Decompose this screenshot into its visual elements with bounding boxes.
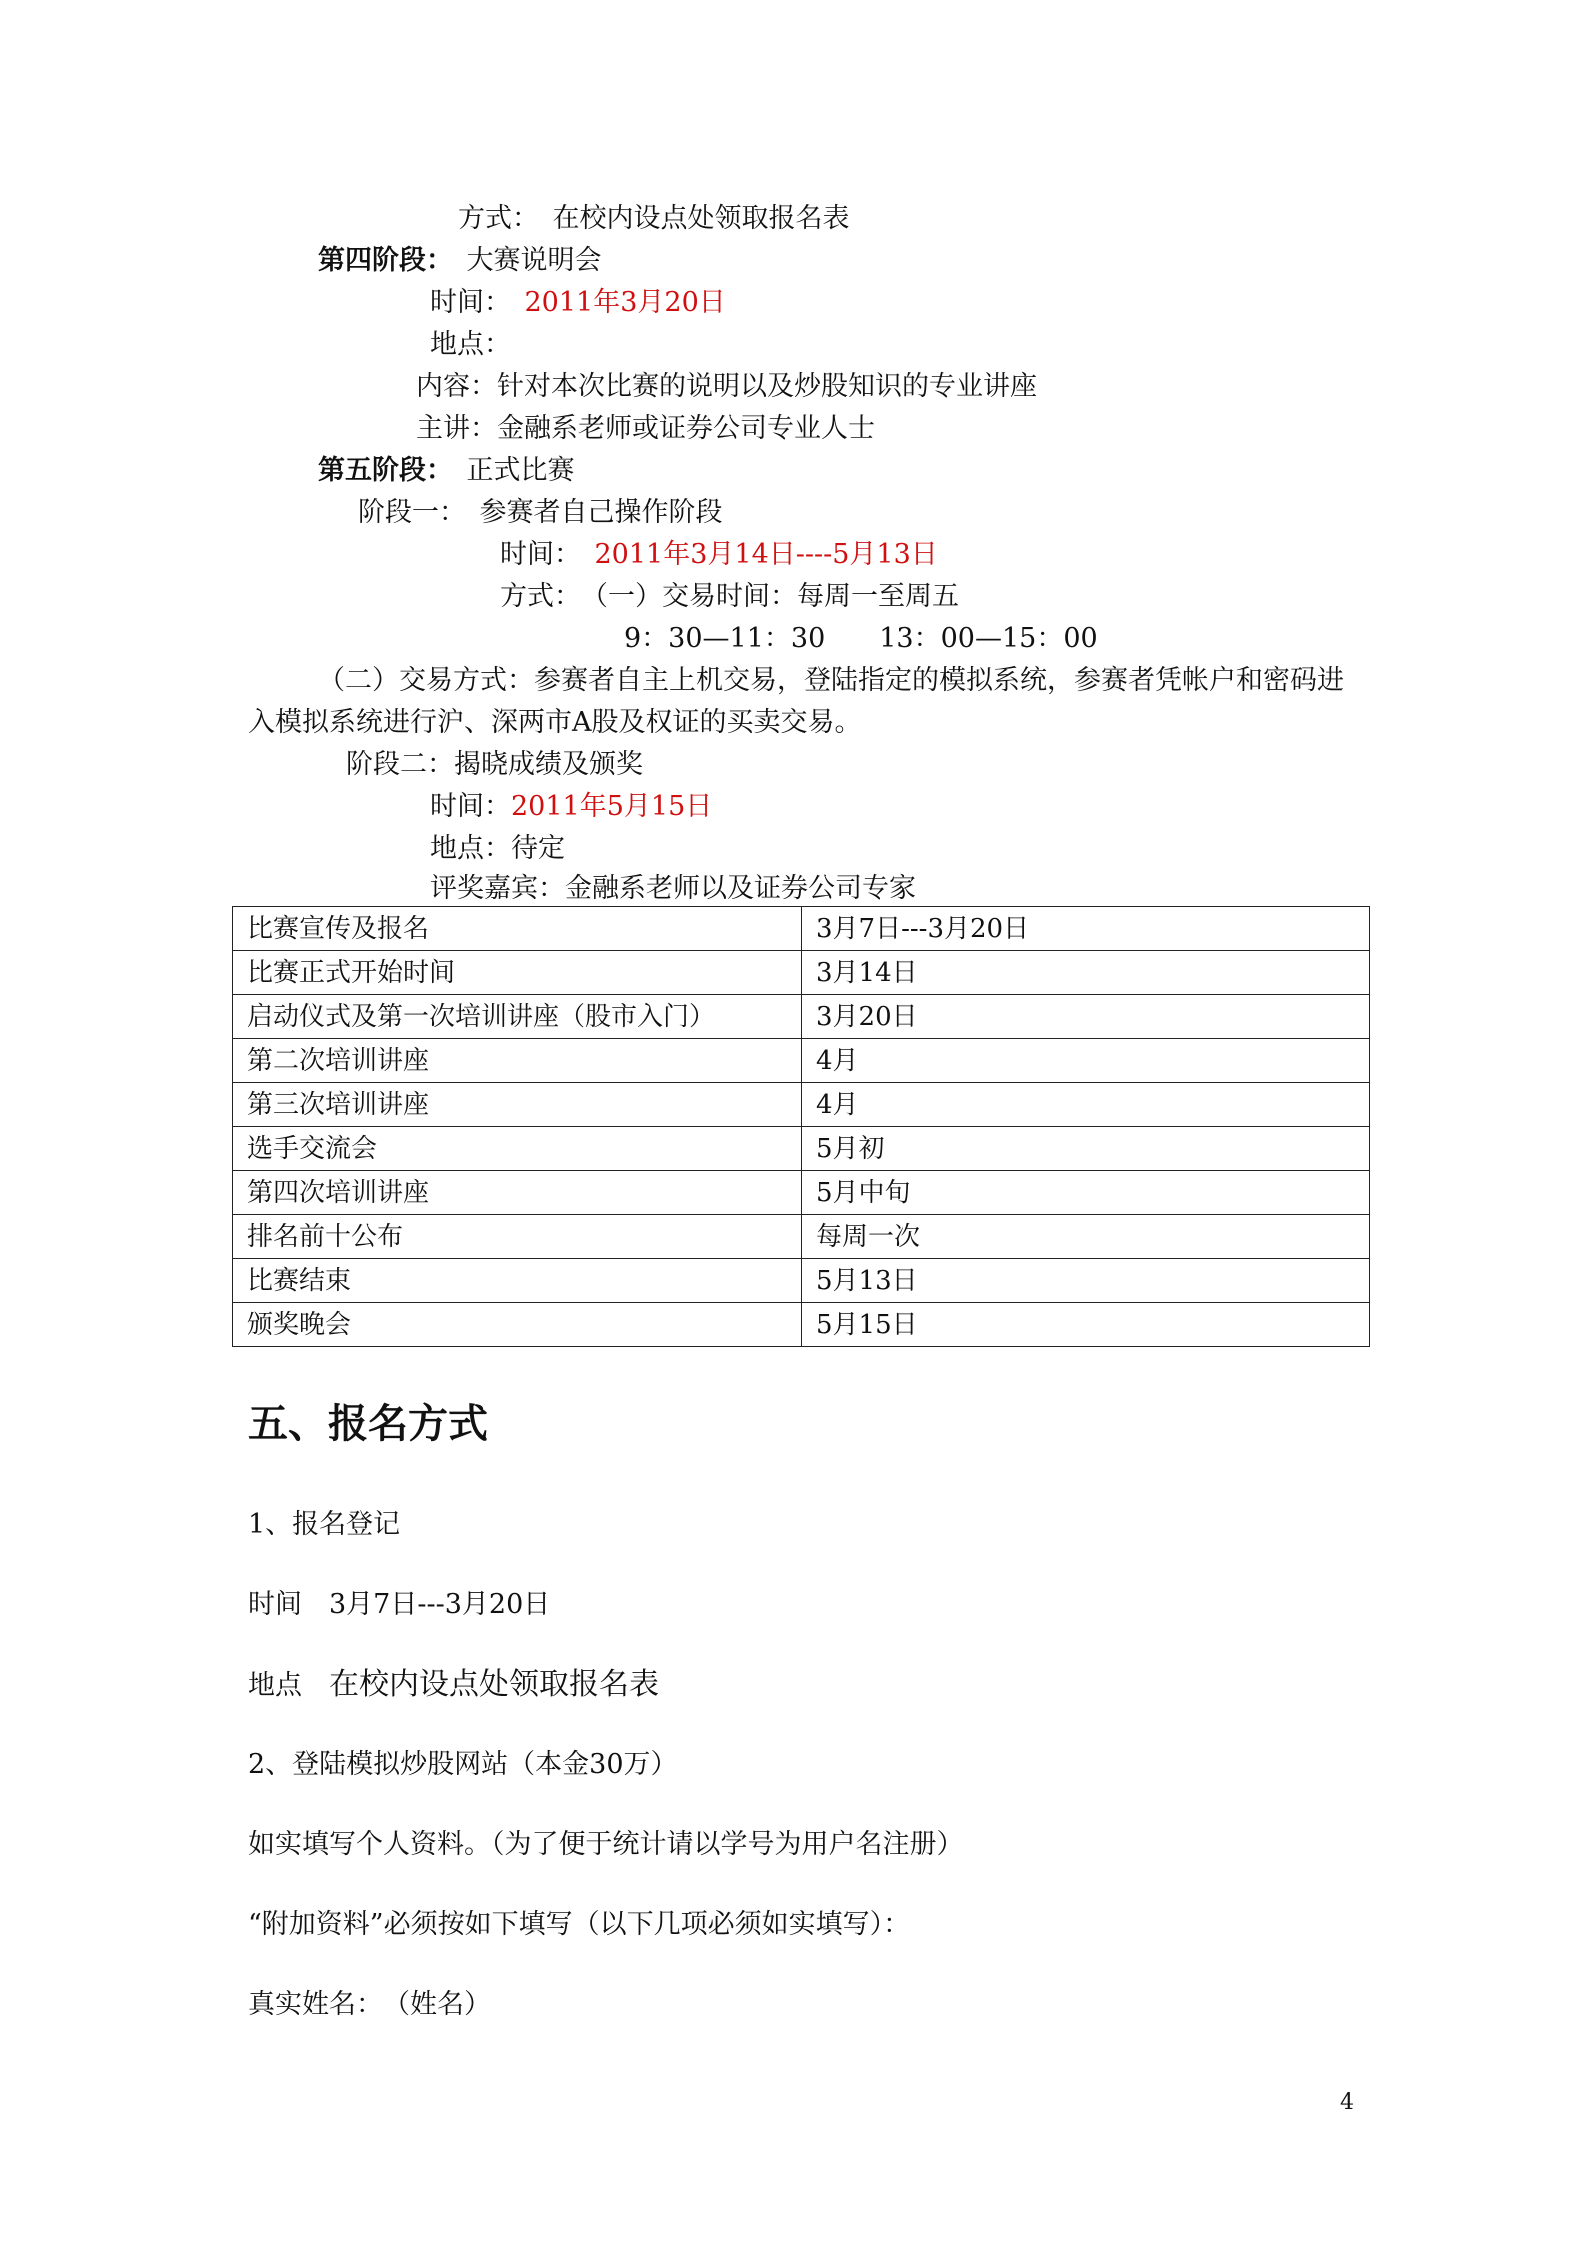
section5-place-line [248, 1668, 659, 1703]
phase1-method-label: 方式： [500, 581, 568, 612]
phase1-label: 阶段一： [358, 497, 453, 528]
phase1-method-value: （一）交易时间：每周一至周五 [594, 581, 959, 612]
stage4-time [430, 286, 726, 320]
phase2-judges-label: 评奖嘉宾： [430, 873, 565, 904]
stage4-time-label: 时间： [430, 287, 498, 318]
real-name-label: 真实姓名： [248, 1989, 370, 2020]
date-cell: 3月7日---3月20日 [802, 907, 1370, 951]
phase2-time [430, 790, 712, 824]
date-cell: 4月 [802, 1039, 1370, 1083]
stage4-speaker-label: 主讲： [416, 413, 497, 444]
table-row [233, 907, 1370, 951]
section5-real-name [248, 1988, 491, 2022]
section5-extra-info: “附加资料”必须按如下填写（以下几项必须如实填写）： [248, 1909, 911, 1940]
event-cell: 第二次培训讲座 [233, 1039, 802, 1083]
table-row [233, 1127, 1370, 1171]
date-cell: 5月15日 [802, 1303, 1370, 1347]
event-cell: 比赛结束 [233, 1259, 802, 1303]
phase2-time-value: 2011年5月15日 [511, 791, 713, 822]
phase2-place-value: 待定 [511, 833, 565, 864]
phase2-time-label: 时间： [430, 791, 511, 822]
stage4-content-label: 内容： [416, 371, 497, 402]
phase1-hours [624, 622, 1098, 656]
event-cell: 启动仪式及第一次培训讲座（股市入门） [233, 995, 802, 1039]
event-cell: 颁奖晚会 [233, 1303, 802, 1347]
phase1-time-value: 2011年3月14日----5月13日 [594, 539, 938, 570]
event-cell: 第四次培训讲座 [233, 1171, 802, 1215]
event-cell: 选手交流会 [233, 1127, 802, 1171]
table-row [233, 1259, 1370, 1303]
phase1-heading [358, 496, 723, 530]
place-line-label: 地点 [248, 1670, 302, 1701]
section5-item2: 2、登陆模拟炒股网站（本金30万） [248, 1749, 678, 1780]
schedule-table [232, 906, 1370, 1347]
trade-method-line2 [248, 706, 862, 740]
date-cell: 5月初 [802, 1127, 1370, 1171]
stage4-title: 大赛说明会 [466, 245, 602, 276]
real-name-value: （姓名） [396, 1989, 491, 2020]
trade-method-text-2: 入模拟系统进行沪、深两市A股及权证的买卖交易。 [248, 707, 862, 738]
section5-heading: 五、报名方式 [248, 1400, 488, 1447]
stage5-label: 第五阶段： [318, 455, 440, 486]
event-cell: 比赛正式开始时间 [233, 951, 802, 995]
table-row [233, 1083, 1370, 1127]
phase2-label: 阶段二： [346, 749, 454, 780]
phase2-place-label: 地点： [430, 833, 511, 864]
phase2-judges [430, 872, 916, 906]
date-cell: 3月14日 [802, 951, 1370, 995]
date-cell: 3月20日 [802, 995, 1370, 1039]
table-row [233, 951, 1370, 995]
phase1-time-label: 时间： [500, 539, 568, 570]
stage4-heading [318, 244, 602, 278]
phase1-time [500, 538, 938, 572]
section5-time-line: 时间 3月7日---3月20日 [248, 1589, 551, 1620]
stage3-method [458, 202, 850, 236]
stage4-content [416, 370, 1037, 404]
table-row [233, 1303, 1370, 1347]
stage4-content-value: 针对本次比赛的说明以及炒股知识的专业讲座 [497, 371, 1037, 402]
page-number: 4 [1340, 2090, 1354, 2115]
table-row [233, 1215, 1370, 1259]
trade-method-text-1: （二）交易方式：参赛者自主上机交易，登陆指定的模拟系统，参赛者凭帐户和密码进 [318, 665, 1344, 696]
stage4-speaker-value: 金融系老师或证券公司专业人士 [497, 413, 875, 444]
stage4-place-label: 地点： [430, 329, 511, 360]
stage5-title: 正式比赛 [466, 455, 575, 486]
stage5-heading [318, 454, 575, 488]
date-cell: 5月13日 [802, 1259, 1370, 1303]
date-cell: 4月 [802, 1083, 1370, 1127]
stage4-speaker [416, 412, 875, 446]
phase2-heading [346, 748, 643, 782]
stage4-label: 第四阶段： [318, 245, 440, 276]
phase1-method [500, 580, 959, 614]
trade-method-line1 [318, 664, 1344, 698]
section5-item1: 1、报名登记 [248, 1509, 401, 1540]
method-value: 在校内设点处领取报名表 [552, 203, 850, 234]
section5-fill-info: 如实填写个人资料。（为了便于统计请以学号为用户名注册） [248, 1829, 964, 1860]
phase2-judges-value: 金融系老师以及证券公司专家 [565, 873, 916, 904]
phase1-title: 参赛者自己操作阶段 [479, 497, 723, 528]
stage4-time-value: 2011年3月20日 [524, 287, 726, 318]
phase2-place [430, 832, 565, 866]
phase2-title: 揭晓成绩及颁奖 [454, 749, 643, 780]
event-cell: 比赛宣传及报名 [233, 907, 802, 951]
phase1-hours-text: 9：30—11：30 13：00—15：00 [624, 623, 1098, 654]
date-cell: 5月中旬 [802, 1171, 1370, 1215]
table-row [233, 1171, 1370, 1215]
method-label: 方式： [458, 203, 526, 234]
table-row [233, 1039, 1370, 1083]
date-cell: 每周一次 [802, 1215, 1370, 1259]
place-line-value: 在校内设点处领取报名表 [329, 1667, 659, 1702]
event-cell: 第三次培训讲座 [233, 1083, 802, 1127]
stage4-place [430, 328, 511, 362]
table-row [233, 995, 1370, 1039]
event-cell: 排名前十公布 [233, 1215, 802, 1259]
